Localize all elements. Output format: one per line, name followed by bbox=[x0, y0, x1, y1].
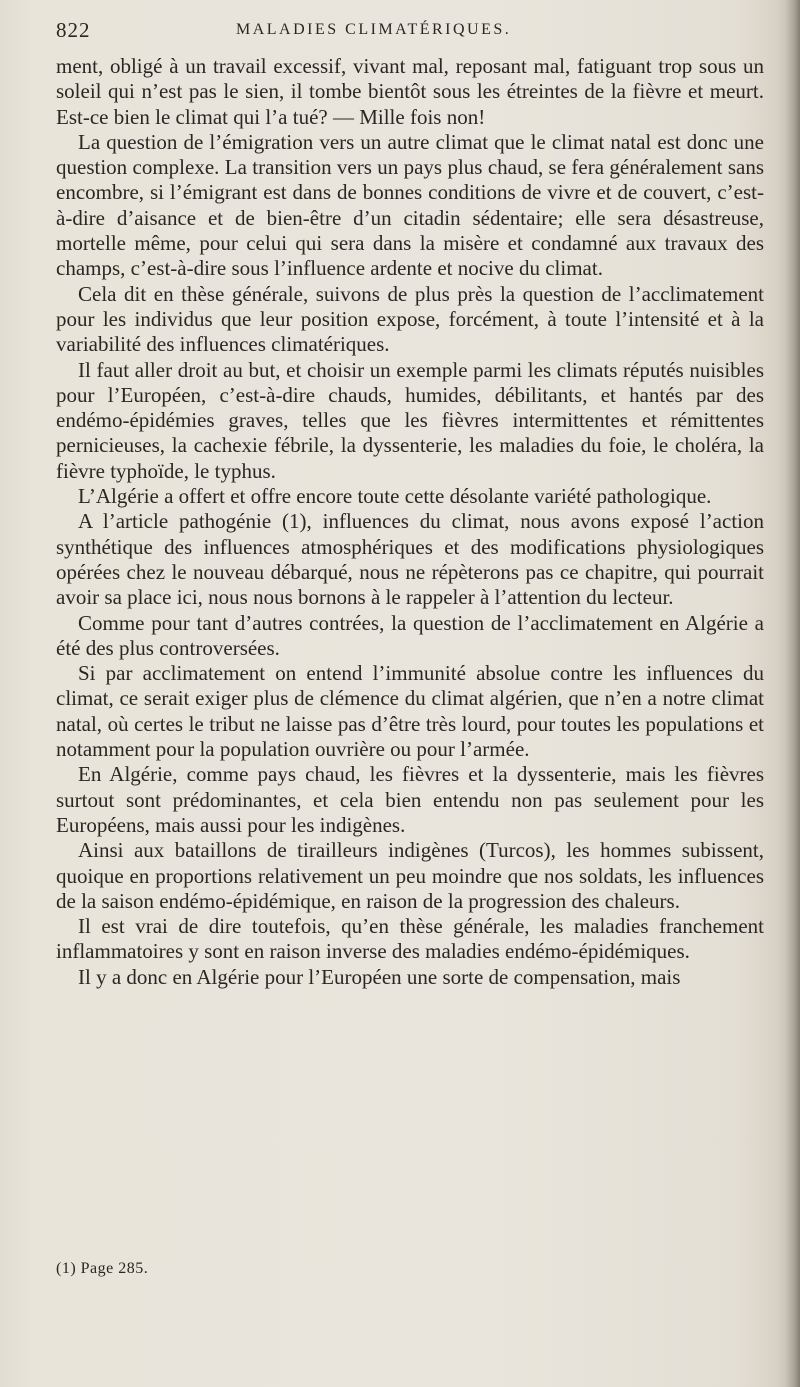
paragraph: Cela dit en thèse générale, suivons de plus près la question de l’acclimatement pour les individus que leur position expose, forcément, à toute l’intensité et à la variabilité des influences climatériques. bbox=[56, 281, 764, 357]
page-number: 822 bbox=[56, 18, 91, 42]
paragraph: En Algérie, comme pays chaud, les fièvres et la dyssenterie, mais les fièvres surtout sont prédominantes, et cela bien entendu non pas seulement pour les Européens, mais aussi pour les indigènes. bbox=[56, 762, 764, 837]
paragraph: Ainsi aux bataillons de tirailleurs indigènes (Turcos), les hommes subissent, quoique en proportions relativement un peu moindre que nos soldats, les influences de la saison endémo-épidémique, en raison de la progression des chaleurs. bbox=[56, 838, 764, 913]
footnote: (1) Page 285. bbox=[56, 1260, 149, 1277]
page-edge-shadow bbox=[786, 0, 800, 1387]
paragraph: Il y a donc en Algérie pour l’Européen une sorte de compensation, mais bbox=[78, 964, 681, 989]
paragraph: Il est vrai de dire toutefois, qu’en thèse générale, les maladies franchement inflammatoires y sont en raison inverse des maladies endémo-épidémiques. bbox=[56, 914, 764, 964]
paragraph: La question de l’émigration vers un autre climat que le climat natal est donc une question complexe. La transition vers un pays plus chaud, se fera généralement sans encombre, si l’émigrant est dans de bonnes conditions de vivre et de couvert, c’est-à-dire d’aisance et de bien-être d’un citadin sédentaire; elle sera désastreuse, mortelle même, pour celui qui sera dans la misère et condamné aux travaux des champs, c’est-à-dire sous l’influence ardente et nocive du climat. bbox=[56, 129, 764, 281]
paragraph: Si par acclimatement on entend l’immunité absolue contre les influences du climat, ce serait exiger plus de clémence du climat algérien, que n’en a notre climat natal, où certes le tribut ne laisse pas d’être très lourd, pour toutes les populations et notamment pour la population ouvrière ou pour l’armée. bbox=[56, 661, 764, 762]
paragraph: ment, obligé à un travail excessif, vivant mal, reposant mal, fatiguant trop sous un soleil qui n’est pas le sien, il tombe bientôt sous les étreintes de la fièvre et meurt. Est-ce bien le climat qui l’a tué? — Mille fois non! bbox=[56, 54, 764, 129]
body-text bbox=[56, 54, 764, 990]
running-title: MALADIES CLIMATÉRIQUES. bbox=[236, 21, 512, 38]
paragraph: L’Algérie a offert et offre encore toute cette désolante variété pathologique. bbox=[78, 484, 712, 509]
running-head bbox=[56, 18, 756, 48]
paragraph: Il faut aller droit au but, et choisir un exemple parmi les climats réputés nuisibles pour l’Européen, c’est-à-dire chauds, humides, débilitants, et hantés par des endémo-épidémies graves, telles que les fièvres intermittentes et rémittentes pernicieuses, la cachexie fébrile, la dyssenterie, les maladies du foie, le choléra, la fièvre typhoïde, le typhus. bbox=[56, 357, 764, 483]
paragraph: A l’article pathogénie (1), influences du climat, nous avons exposé l’action synthétique des influences atmosphériques et des modifications physiologiques opérées chez le nouveau débarqué, nous ne répèterons pas ce chapitre, qui pourrait avoir sa place ici, nous nous bornons à le rappeler à l’attention du lecteur. bbox=[56, 509, 764, 610]
paragraph: Comme pour tant d’autres contrées, la question de l’acclimatement en Algérie a été des plus controversées. bbox=[56, 610, 764, 660]
